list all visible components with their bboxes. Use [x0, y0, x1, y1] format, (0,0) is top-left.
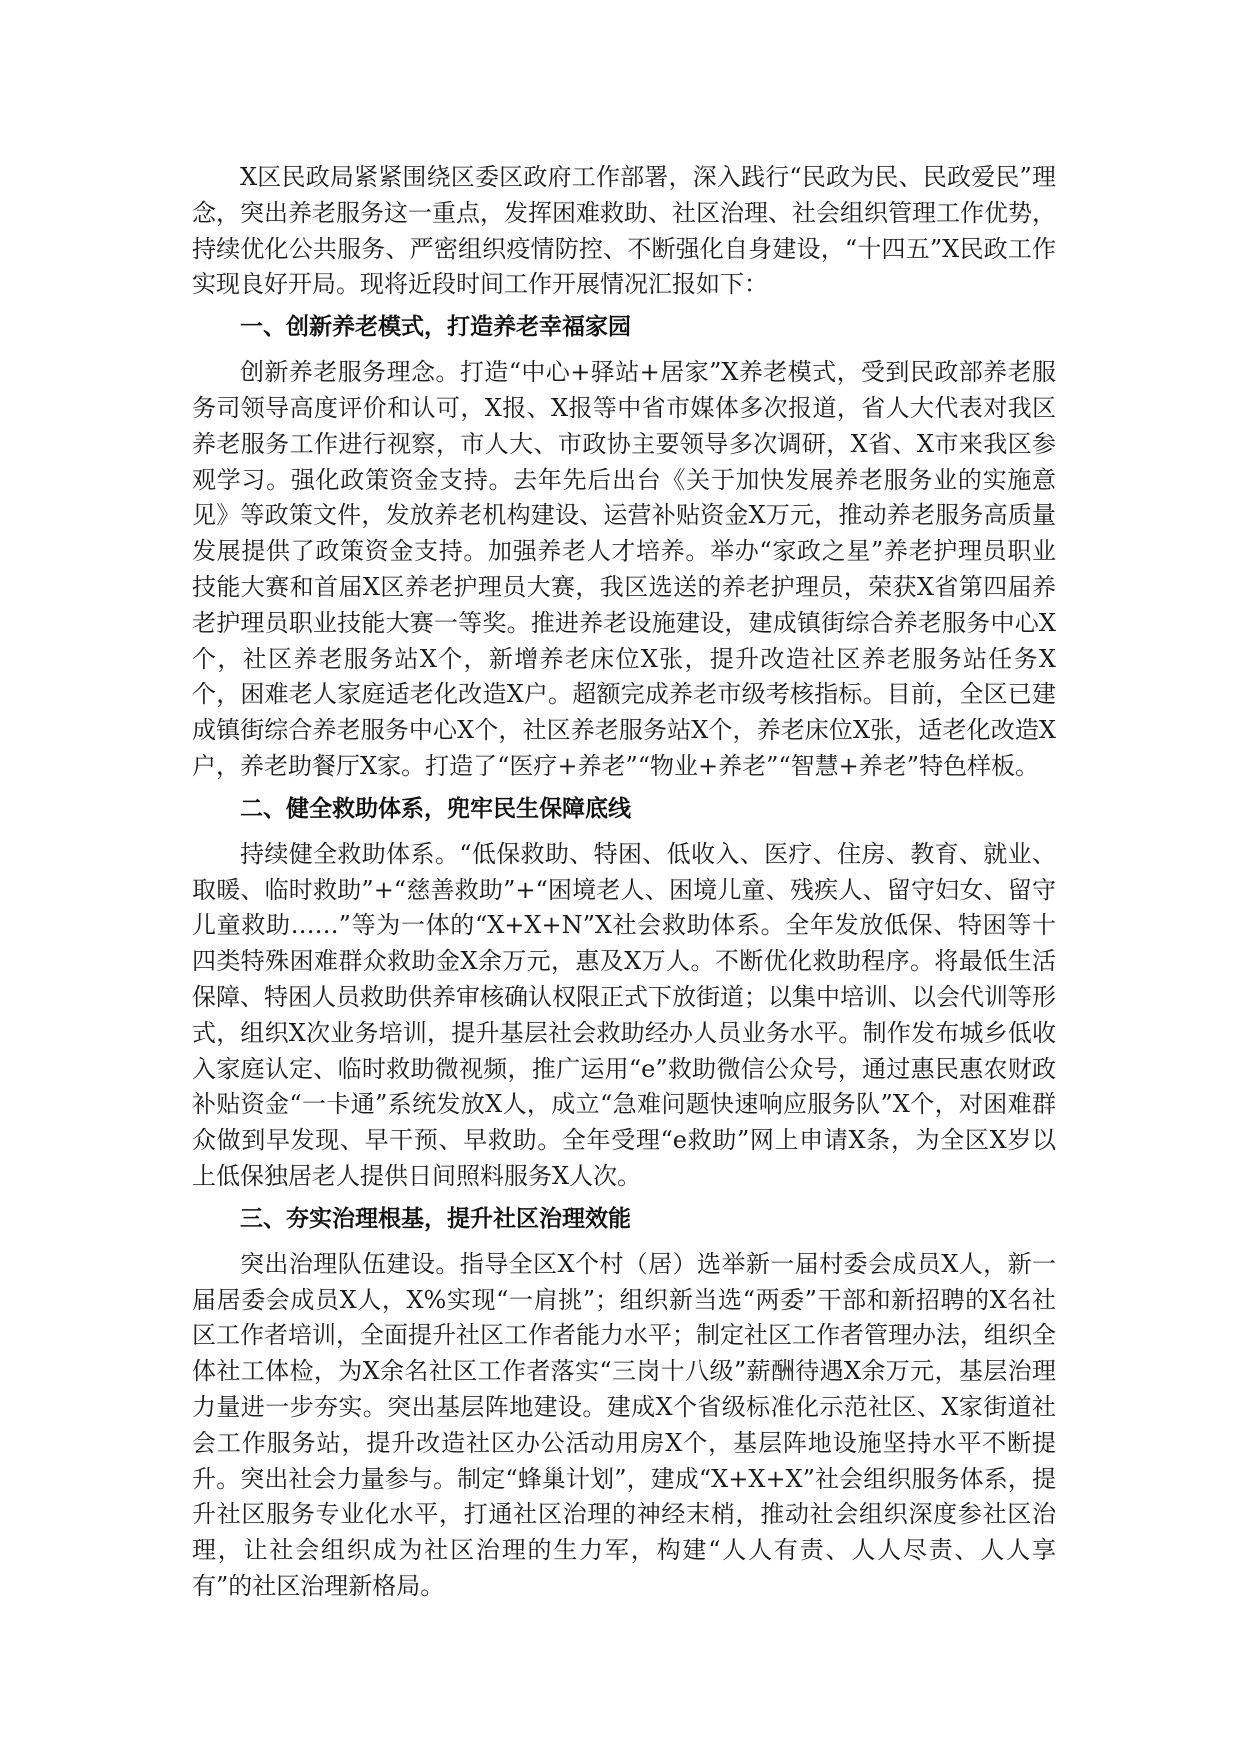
section-2-paragraph: 持续健全救助体系。“低保救助、特困、低收入、医疗、住房、教育、就业、取暖、临时救助”+“慈善救助”+“困境老人、困境儿童、残疾人、留守妇女、留守儿童救助……”等为一体的“X+X+N”X社会救助体系。全年发放低保、特困等十四类特殊困难群众救助金X余万元，惠及X万人。不断优化救助程序。将最低生活保障、特困人员救助供养审核确认权限正式下放街道；以集中培训、以会代训等形式，组织X次业务培训，提升基层社会救助经办人员业务水平。制作发布城乡低收入家庭认定、临时救助微视频，推广运用“e”救助微信公众号，通过惠民惠农财政补贴资金“一卡通”系统发放X人，成立“急难问题快速响应服务队”X个，对困难群众做到早发现、早干预、早救助。全年受理“e救助”网上申请X条，为全区X岁以上低保独居老人提供日间照料服务X人次。: [192, 839, 1056, 1190]
section-3-heading: 三、夯实治理根基，提升社区治理效能: [240, 1205, 631, 1232]
section-2-heading: 二、健全救助体系，兜牢民生保障底线: [240, 795, 631, 822]
section-3-paragraph: 突出治理队伍建设。指导全区X个村（居）选举新一届村委会成员X人，新一届居委会成员X人，X%实现“一肩挑”；组织新当选“两委”干部和新招聘的X名社区工作者培训，全面提升社区工作者能力水平；制定社区工作者管理办法，组织全体社工体检，为X余名社区工作者落实“三岗十八级”薪酬待遇X余万元，基层治理力量进一步夯实。突出基层阵地建设。建成X个省级标准化示范社区、X家街道社会工作服务站，提升改造社区办公活动用房X个，基层阵地设施坚持水平不断提升。突出社会力量参与。制定“蜂巢计划”，建成“X+X+X”社会组织服务体系，提升社区服务专业化水平，打通社区治理的神经末梢，推动社会组织深度参社区治理，让社会组织成为社区治理的生力军，构建“人人有责、人人尽责、人人享有”的社区治理新格局。: [192, 1249, 1056, 1600]
section-1-paragraph: 创新养老服务理念。打造“中心+驿站+居家”X养老模式，受到民政部养老服务司领导高度评价和认可，X报、X报等中省市媒体多次报道，省人大代表对我区养老服务工作进行视察，市人大、市政协主要领导多次调研，X省、X市来我区参观学习。强化政策资金支持。去年先后出台《关于加快发展养老服务业的实施意见》等政策文件，发放养老机构建设、运营补贴资金X万元，推动养老服务高质量发展提供了政策资金支持。加强养老人才培养。举办“家政之星”养老护理员职业技能大赛和首届X区养老护理员大赛，我区选送的养老护理员，荣获X省第四届养老护理员职业技能大赛一等奖。推进养老设施建设，建成镇街综合养老服务中心X个，社区养老服务站X个，新增养老床位X张，提升改造社区养老服务站任务X个，困难老人家庭适老化改造X户。超额完成养老市级考核指标。目前，全区已建成镇街综合养老服务中心X个，社区养老服务站X个，养老床位X张，适老化改造X户，养老助餐厅X家。打造了“医疗+养老”“物业+养老”“智慧+养老”特色样板。: [192, 358, 1056, 780]
section-1-heading: 一、创新养老模式，打造养老幸福家园: [240, 314, 631, 341]
intro-paragraph: X区民政局紧紧围绕区委区政府工作部署，深入践行“民政为民、民政爱民”理念，突出养老服务这一重点，发挥困难救助、社区治理、社会组织管理工作优势，持续优化公共服务、严密组织疫情防控、不断强化自身建设，“十四五”X民政工作实现良好开局。现将近段时间工作开展情况汇报如下：: [192, 163, 1056, 299]
document-body: [192, 160, 1056, 1611]
